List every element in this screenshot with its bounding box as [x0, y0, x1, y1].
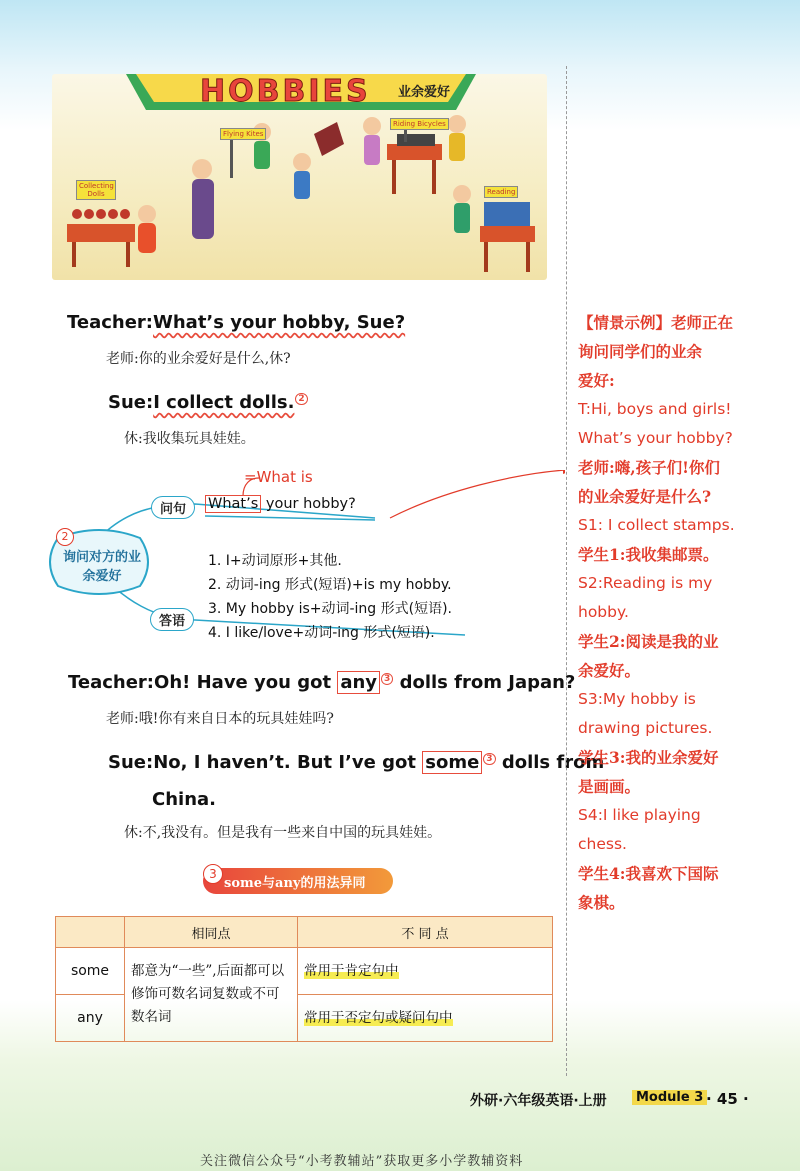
sidebar-line: 的业余爱好是什么? [578, 487, 712, 506]
sidebar-line: 象棋。 [578, 893, 625, 912]
boxed-word-any: any [337, 671, 380, 694]
dialogue-4 [108, 752, 604, 773]
sidebar-line: 学生1:我收集邮票。 [578, 545, 719, 564]
table-diff [298, 948, 553, 995]
dialogue-1-translation: 老师:你的业余爱好是什么,休? [106, 351, 291, 367]
sidebar-line: 是画画。 [578, 777, 641, 796]
dialogue-line: I collect dolls. [153, 392, 295, 413]
note3-number: 3 [203, 864, 223, 884]
speaker-label: Sue: [108, 752, 154, 773]
sidebar-line: 学生4:我喜欢下国际 [578, 864, 719, 883]
note-marker: 2 [295, 393, 307, 405]
footer-module: Module 3 [632, 1090, 707, 1105]
sidebar-line: drawing pictures. [578, 719, 713, 737]
sidebar-example [578, 308, 798, 917]
dialogue-4-continuation: China. [152, 789, 216, 810]
note-marker: 3 [483, 753, 495, 765]
dialogue-line-b: dolls from Japan? [393, 672, 576, 693]
sign-riding-bicycles: Riding Bicycles [390, 118, 449, 130]
mindmap-number: 2 [56, 528, 74, 546]
boxed-word-some: some [422, 751, 482, 774]
dialogue-1 [67, 312, 405, 333]
sign-collecting-dolls: Collecting Dolls [76, 180, 116, 200]
footer-book: 外研·六年级英语·上册 [470, 1093, 607, 1109]
sidebar-line: What’s your hobby? [578, 429, 733, 447]
answer-item: 1. I+动词原形+其他. [208, 553, 342, 569]
note-marker: 3 [381, 673, 393, 685]
table-word: any [56, 995, 125, 1042]
sidebar-line: 爱好: [578, 371, 615, 390]
dialogue-line-a: Oh! Have you got [154, 672, 338, 693]
illustration-subtitle: 业余爱好 [398, 85, 451, 100]
illustration-title: HOBBIES [200, 74, 371, 109]
sidebar-line: 询问同学们的业余 [578, 342, 703, 361]
sign-flying-kites: Flying Kites [220, 128, 266, 140]
some-any-table [55, 916, 553, 1042]
dialogue-2-translation: 休:我收集玩具娃娃。 [124, 431, 255, 447]
table-row [56, 948, 553, 995]
table-header-row [56, 917, 553, 948]
table-diff-text: 常用于肯定句中 [304, 962, 399, 979]
question-tag: 问句 [151, 496, 195, 519]
answer-item: 3. My hobby is+动词-ing 形式(短语). [208, 601, 453, 617]
sidebar-line: chess. [578, 835, 627, 853]
speaker-label: Teacher: [68, 672, 155, 693]
sidebar-line: 余爱好。 [578, 661, 641, 680]
dialogue-3 [68, 672, 575, 693]
sidebar-line: 学生2:阅读是我的业 [578, 632, 719, 651]
answer-tag: 答语 [150, 608, 194, 631]
sidebar-line: S1: I collect stamps. [578, 516, 735, 534]
sidebar-line: 老师:嗨,孩子们!你们 [578, 458, 720, 477]
dialogue-line-a: No, I haven’t. But I’ve got [153, 752, 423, 773]
sidebar-line: S4:I like playing [578, 806, 701, 824]
mindmap-center-text: 询问对方的业余爱好 [62, 550, 141, 584]
table-header [56, 917, 125, 948]
sidebar-line: T:Hi, boys and girls! [578, 400, 732, 418]
table-word: some [56, 948, 125, 995]
dialogue-4-translation: 休:不,我没有。但是我有一些来自中国的玩具娃娃。 [124, 825, 442, 841]
sidebar-line: 学生3:我的业余爱好 [578, 748, 719, 767]
sidebar-line: 【情景示例】老师正在 [578, 313, 734, 332]
table-header: 相同点 [125, 917, 298, 948]
question-sentence [205, 496, 356, 512]
sidebar-line: S2:Reading is my [578, 574, 713, 592]
sign-reading: Reading [484, 186, 518, 198]
dialogue-3-translation: 老师:哦!你有来自日本的玩具娃娃吗? [106, 711, 334, 727]
answer-item: 4. I like/love+动词-ing 形式(短语). [208, 625, 435, 641]
table-header: 不 同 点 [298, 917, 553, 948]
speaker-label: Sue: [108, 392, 154, 413]
question-note: =What is [244, 468, 313, 486]
dialogue-line: What’s your hobby, Sue? [153, 312, 406, 333]
question-boxed-word: What’s [205, 495, 261, 513]
note3-title: some与any的用法异同 [224, 876, 366, 891]
footer-page-number: · 45 · [706, 1090, 749, 1108]
speaker-label: Teacher: [67, 312, 154, 333]
sidebar-divider [566, 66, 567, 1076]
footer-wechat-note: 关注微信公众号“小考教辅站”获取更多小学教辅资料 [200, 1154, 524, 1169]
answer-item: 2. 动词-ing 形式(短语)+is my hobby. [208, 577, 452, 593]
table-diff [298, 995, 553, 1042]
sidebar-line: S3:My hobby is [578, 690, 696, 708]
question-rest: your hobby? [261, 496, 356, 512]
table-common: 都意为“一些”,后面都可以修饰可数名词复数或不可数名词 [125, 948, 298, 1042]
dialogue-line-b: dolls from [495, 752, 605, 773]
table-diff-text: 常用于否定句或疑问句中 [304, 1009, 453, 1026]
dialogue-2 [108, 392, 308, 413]
sidebar-line: hobby. [578, 603, 629, 621]
